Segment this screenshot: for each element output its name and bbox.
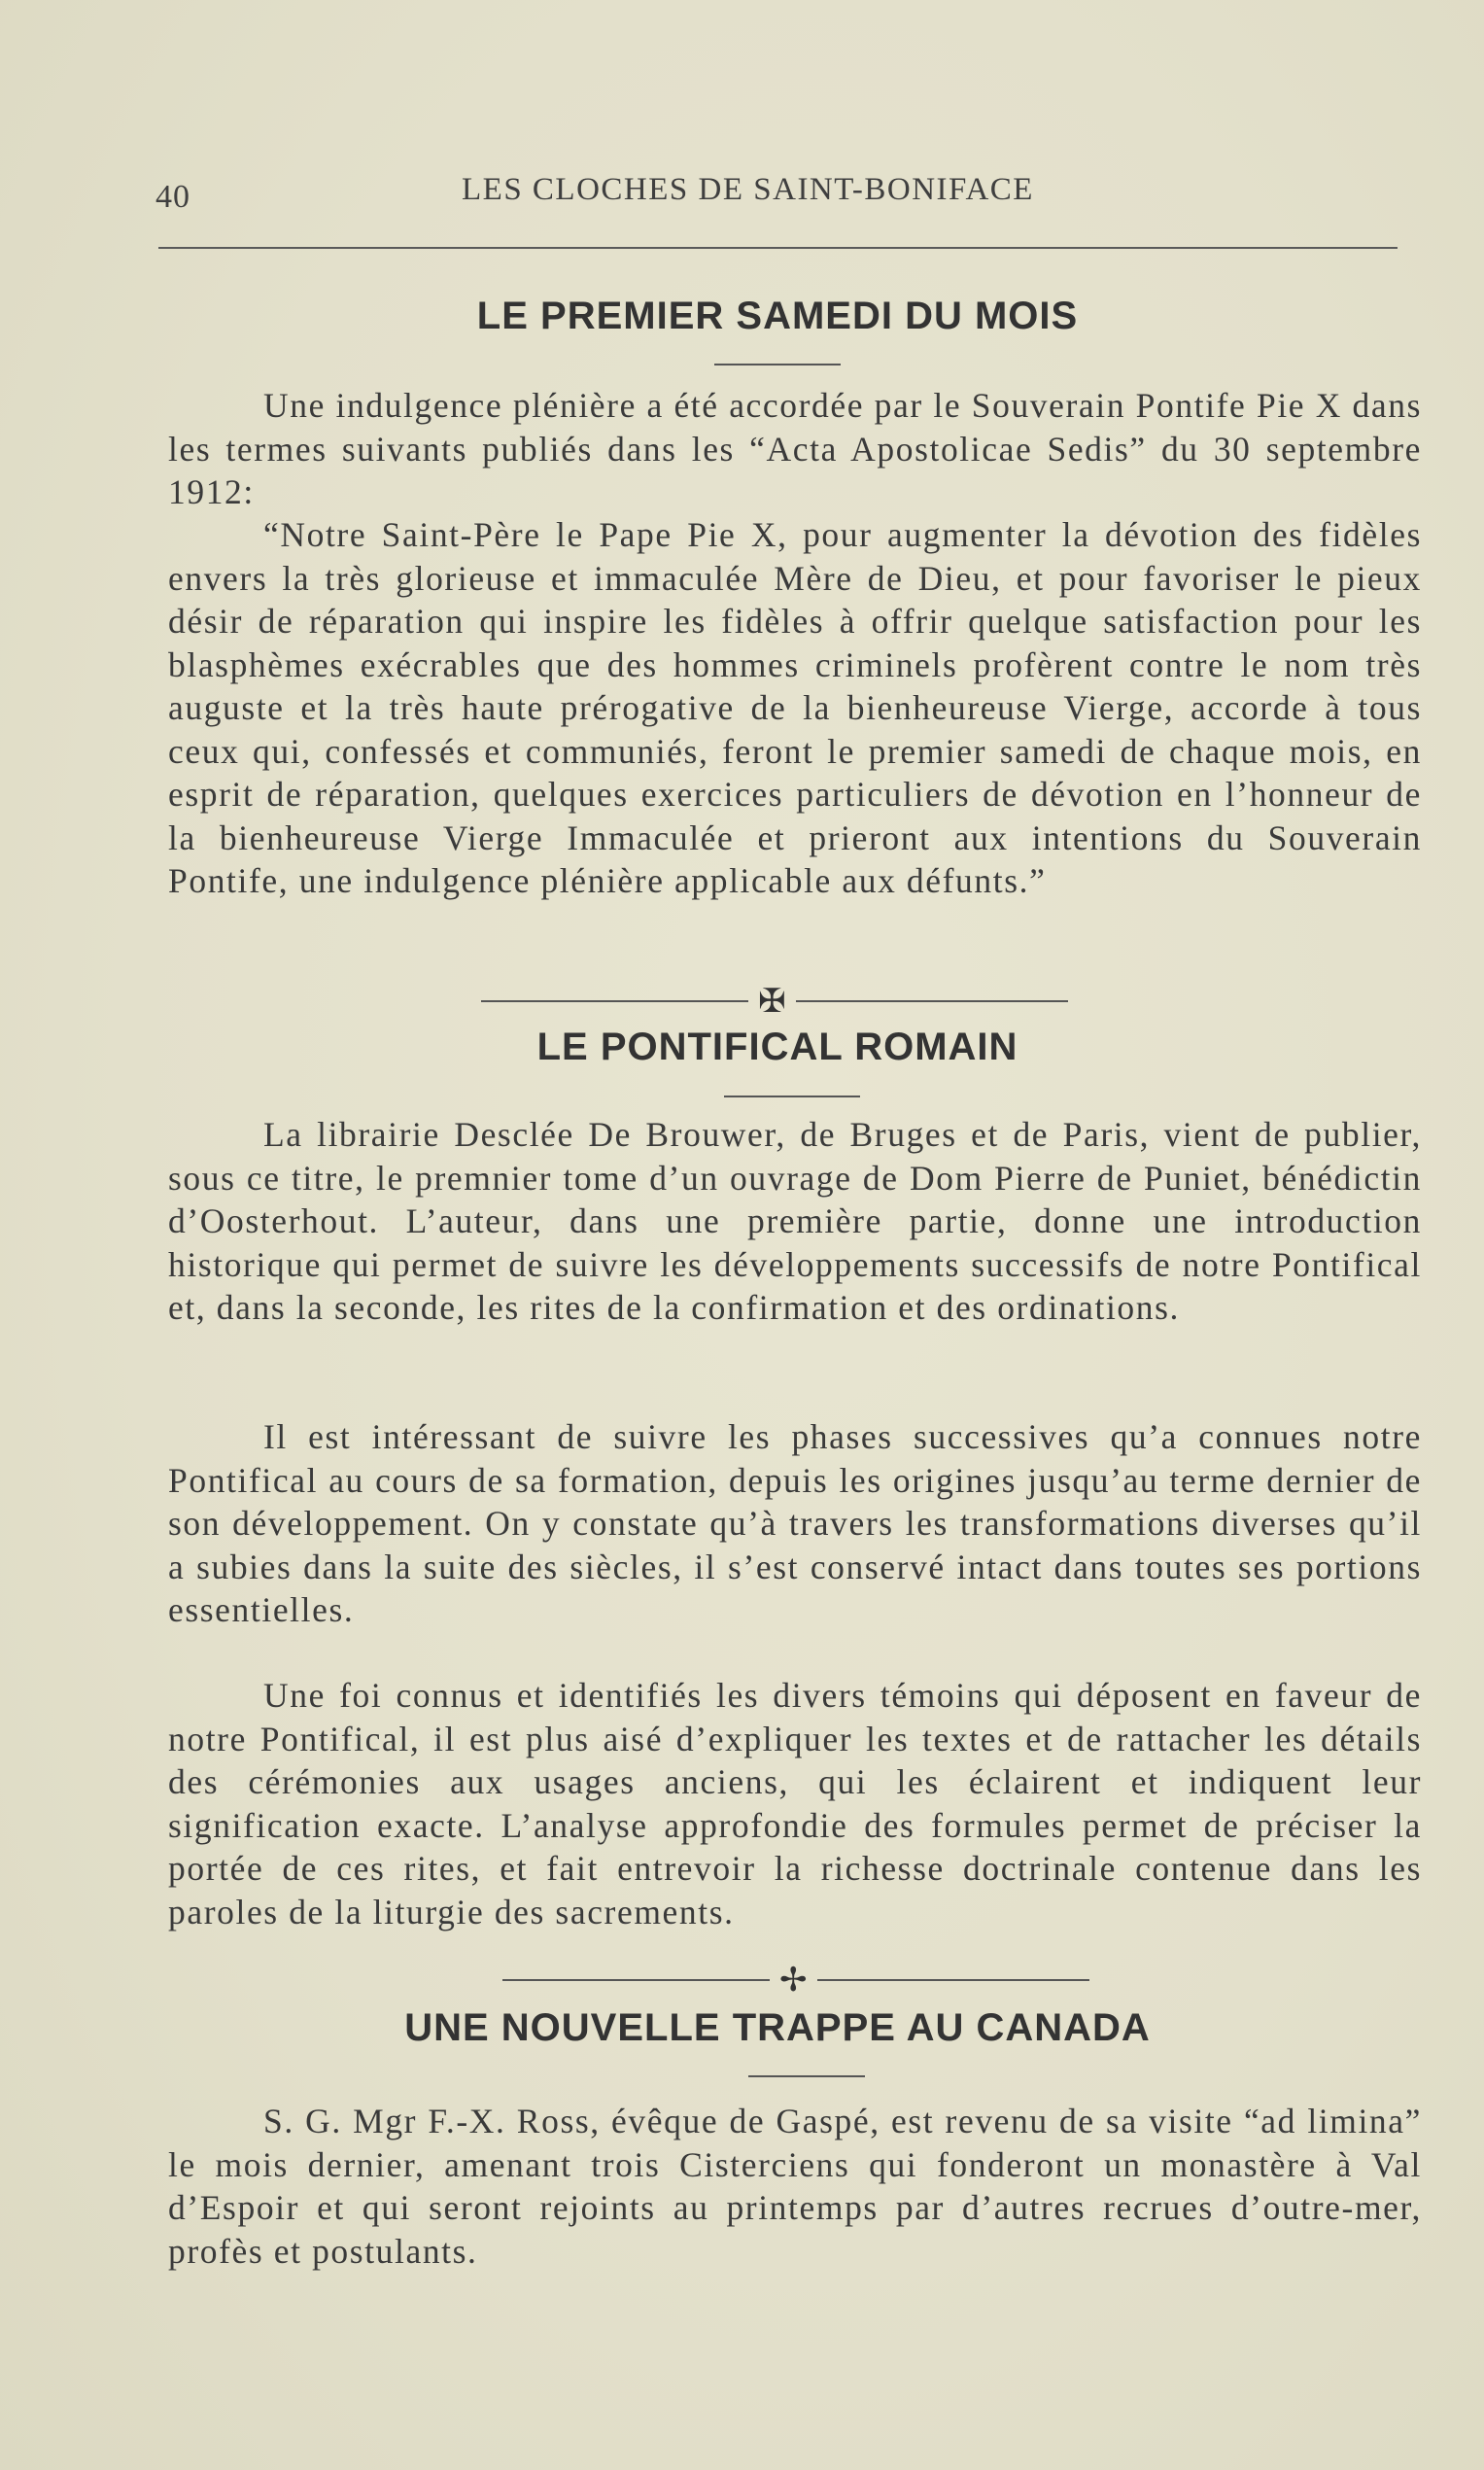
title-underline <box>748 2075 865 2077</box>
section-title-pontifical-romain: LE PONTIFICAL ROMAIN <box>536 1026 1018 1068</box>
paragraph: “Notre Saint-Père le Pape Pie X, pour augmenter la dévotion des fidèles envers la très glorieuse et immaculée Mère de Dieu, et pour favoriser le pieux désir de réparation qui inspire les fidèles à offrir quelque satisfaction pour les blasphèmes exécrables que des hommes criminels profèrent contre le nom très auguste et la très haute prérogative de la bienheureuse Vierge, accorde à tous ceux qui, confessés et communiés, feront le premier samedi de chaque mois, en esprit de réparation, quelques exercices particuliers de dévotion en l’honneur de la bienheureuse Vierge Immaculée et prieront aux intentions du Souverain Pontife, une indulgence plénière applicable aux défunts.” <box>168 515 1422 900</box>
paragraph: Une foi connus et identifiés les divers témoins qui déposent en faveur de notre Pontifical, il est plus aisé d’expliquer les textes et de rattacher les détails des cérémonies aux usages anciens, qui les éclairent et indiquent leur signification exacte. L’analyse approfondie des formules permet de préciser la portée de ces rites, et fait entrevoir la richesse doctrinale contenue dans les paroles de la liturgie des sacrements. <box>168 1676 1422 1931</box>
header-rule <box>158 247 1398 249</box>
title-underline <box>714 364 841 365</box>
cross-pattee-icon: ✠ <box>758 982 786 1021</box>
title-underline <box>724 1096 860 1097</box>
ornament-line <box>502 1979 770 1981</box>
paragraph: S. G. Mgr F.-X. Ross, évêque de Gaspé, est revenu de sa visite “ad limina” le mois dernier, amenant trois Cisterciens qui fonderont un monastère à Val d’Espoir et qui seront rejoints au printemps par d’autres recrues d’outre-mer, profès et postulants. <box>168 2102 1422 2271</box>
ornament-line <box>481 1000 748 1002</box>
section-title-nouvelle-trappe: UNE NOUVELLE TRAPPE AU CANADA <box>404 2006 1151 2049</box>
running-title: LES CLOCHES DE SAINT-BONIFACE <box>462 172 1034 207</box>
paragraph: Une indulgence plénière a été accordée par le Souverain Pontife Pie X dans les termes suivants publiés dans les “Acta Apostolicae Sedis” du 30 septembre 1912: <box>168 386 1422 511</box>
ornament-line <box>796 1000 1068 1002</box>
ornament-divider <box>502 1961 1089 2000</box>
page-number: 40 <box>155 179 190 215</box>
ornament-divider <box>481 982 1068 1021</box>
paragraph: La librairie Desclée De Brouwer, de Bruges et de Paris, vient de publier, sous ce titre, le premnier tome d’un ouvrage de Dom Pierre de Puniet, bénédictin d’Oosterhout. L’auteur, dans une première partie, donne une introduction historique qui permet de suivre les développements successifs de notre Pontifical et, dans la seconde, les rites de la confirmation et des ordinations. <box>168 1115 1422 1327</box>
cross-ornament-icon: ✢ <box>779 1961 808 2000</box>
paragraph: Il est intéressant de suivre les phases successives qu’a connues notre Pontifical au cours de sa formation, depuis les origines jusqu’au terme dernier de son développement. On y constate qu’à travers les transformations diverses qu’il a subies dans la suite des siècles, il s’est conservé intact dans toutes ses portions essentielles. <box>168 1417 1422 1629</box>
section-title-premier-samedi: LE PREMIER SAMEDI DU MOIS <box>476 295 1079 337</box>
ornament-line <box>817 1979 1089 1981</box>
